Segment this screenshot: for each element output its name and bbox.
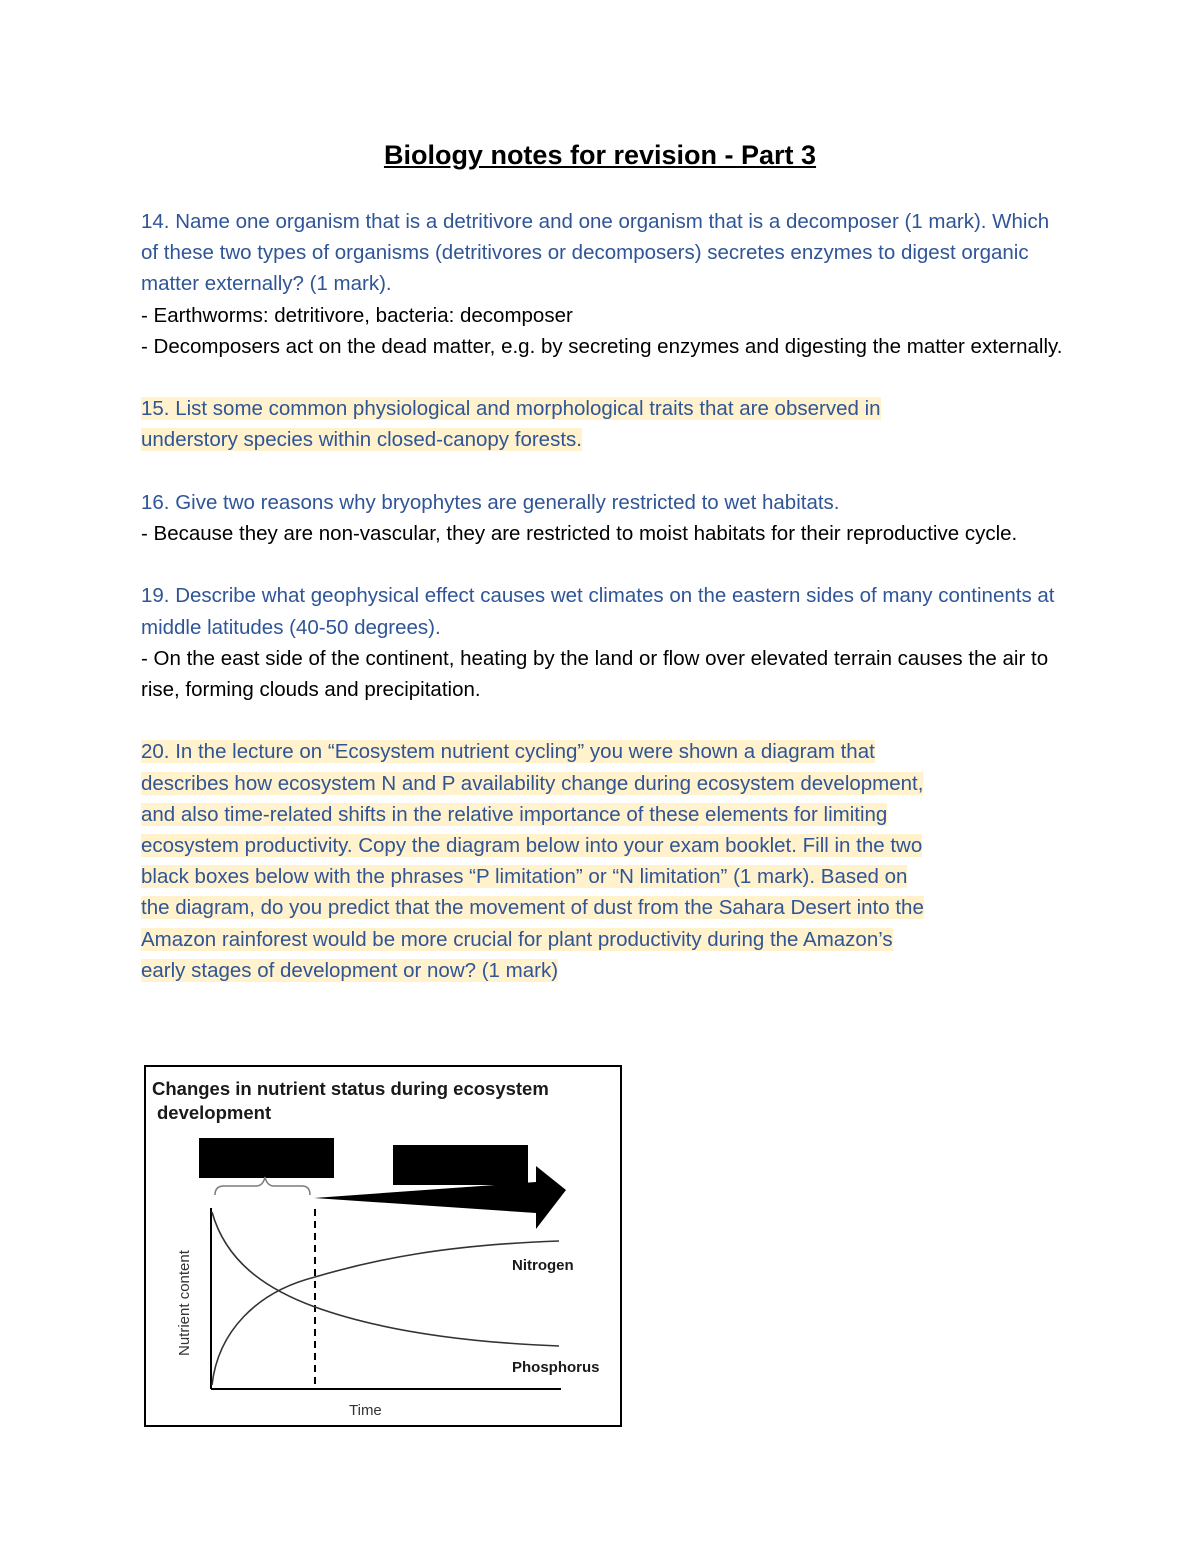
question-19-text: 19. Describe what geophysical effect causes wet climates on the eastern sides of many continents at middle latitudes (40-50 degrees). [141, 584, 1055, 639]
diagram-title-line-2: development [157, 1102, 272, 1123]
phase-arrow-icon [314, 1166, 566, 1229]
question-16-block [141, 487, 1066, 549]
question-16-text: 16. Give two reasons why bryophytes are generally restricted to wet habitats. [141, 490, 840, 514]
question-20-line-5: black boxes below with the phrases “P limitation” or “N limitation” (1 mark). Based on [141, 865, 908, 889]
phosphorus-label: Phosphorus [512, 1359, 600, 1376]
question-14-text: 14. Name one organism that is a detritivore and one organism that is a decomposer (1 mark). Which of these two types of organisms (detritivores or decomposers) secretes enzymes to digest organic matter externally? (1 mark). [141, 210, 1050, 296]
nutrient-status-diagram [144, 1065, 622, 1427]
diagram-title-line-1: Changes in nutrient status during ecosystem [152, 1078, 549, 1099]
question-20-line-8: early stages of development or now? (1 mark) [141, 958, 559, 982]
phosphorus-curve [212, 1212, 559, 1346]
question-20-block [141, 736, 1066, 986]
question-20-line-2: describes how ecosystem N and P availability change during ecosystem development, [141, 771, 924, 795]
nitrogen-curve [212, 1241, 559, 1385]
y-axis-label: Nutrient content [176, 1250, 193, 1356]
question-20-line-4: ecosystem productivity. Copy the diagram below into your exam booklet. Fill in the two [141, 834, 923, 857]
question-20-line-1: 20. In the lecture on “Ecosystem nutrient cycling” you were shown a diagram that [141, 740, 875, 764]
question-20-line-7: Amazon rainforest would be more crucial for plant productivity during the Amazon’s [141, 927, 893, 951]
answer-19-line-1: - On the east side of the continent, heating by the land or flow over elevated terrain causes the air to rise, forming clouds and precipitation. [141, 646, 1049, 701]
question-15-block [141, 393, 1066, 455]
question-15-line-2: understory species within closed-canopy forests. [141, 428, 582, 452]
question-20-line-6: the diagram, do you predict that the movement of dust from the Sahara Desert into the [141, 896, 924, 920]
answer-14-line-1: - Earthworms: detritivore, bacteria: decomposer [141, 303, 573, 327]
answer-16-line-1: - Because they are non-vascular, they are restricted to moist habitats for their reproductive cycle. [141, 522, 1018, 545]
document-body [141, 206, 1066, 1017]
question-19-block [141, 580, 1066, 705]
page-title: Biology notes for revision - Part 3 [383, 140, 817, 170]
x-axis-label: Time [349, 1402, 382, 1419]
phase-brace [215, 1177, 310, 1195]
nitrogen-label: Nitrogen [512, 1257, 574, 1274]
question-15-line-1: 15. List some common physiological and morphological traits that are observed in [141, 397, 881, 421]
question-20-line-3: and also time-related shifts in the relative importance of these elements for limiting [141, 802, 888, 826]
question-14-block [141, 206, 1066, 362]
answer-14-line-2: - Decomposers act on the dead matter, e.g. by secreting enzymes and digesting the matter externally. [141, 334, 1063, 358]
